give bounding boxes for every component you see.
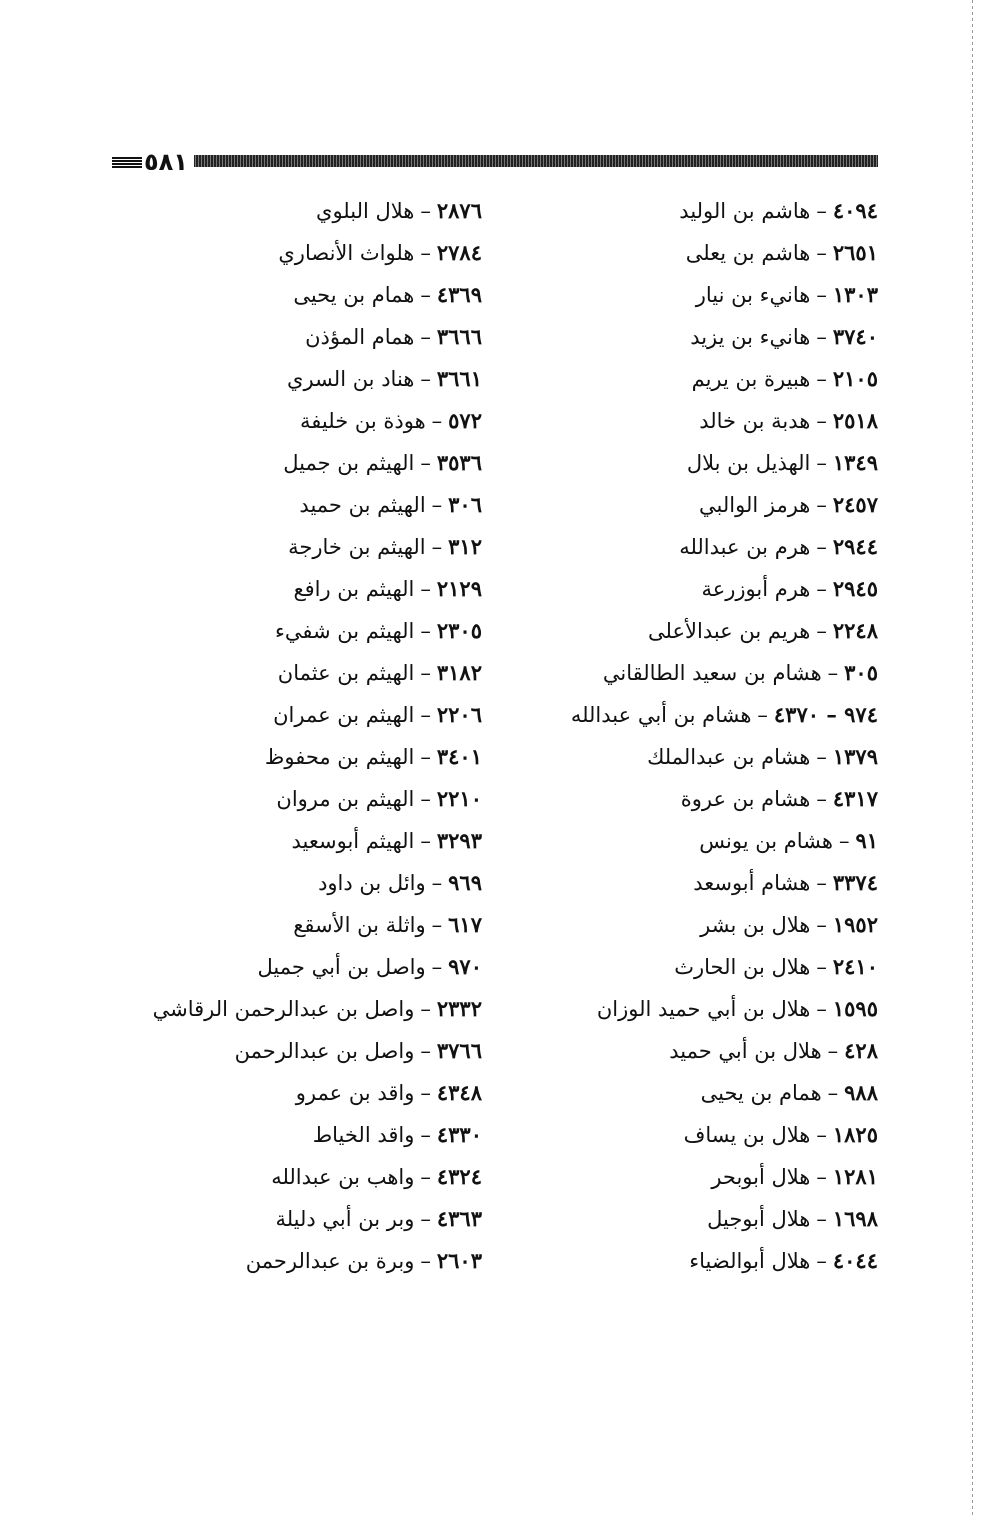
entry-name: واهب بن عبدالله [271, 1165, 415, 1189]
entry-name: هاشم بن يعلى [685, 241, 811, 265]
entry-dash: – [420, 577, 431, 601]
entry-number: ٤٢٨ [844, 1038, 878, 1063]
index-entry [142, 316, 482, 358]
page-edge-line [972, 0, 973, 1517]
index-entry [458, 988, 878, 1030]
entry-number: ٢٢١٠ [436, 786, 482, 811]
entry-dash: – [420, 451, 431, 475]
entry-dash: – [420, 199, 431, 223]
index-entry [142, 736, 482, 778]
entry-dash: – [420, 1081, 431, 1105]
entry-name: الهيثم أبوسعيد [291, 829, 415, 853]
entry-dash: – [816, 955, 827, 979]
entry-dash: – [420, 283, 431, 307]
index-entry [458, 442, 878, 484]
entry-dash: – [420, 997, 431, 1021]
entry-name: هوذة بن خليفة [300, 409, 426, 433]
entry-name: همام بن يحيى [293, 283, 415, 307]
entry-number: ٣٠٥ [844, 660, 878, 685]
entry-number: ٤٣٦٩ [436, 282, 482, 307]
entry-name: هلال البلوي [316, 199, 415, 223]
entry-name: همام المؤذن [305, 325, 415, 349]
page-header [112, 150, 878, 174]
entry-dash: – [816, 871, 827, 895]
entry-dash: – [431, 409, 443, 433]
index-entry [458, 652, 878, 694]
entry-number: ٢١٢٩ [436, 576, 482, 601]
entry-number: ٢٤٥٧ [832, 492, 878, 517]
entry-dash: – [816, 241, 827, 265]
index-entry [142, 568, 482, 610]
entry-number: ٥٧٢ [448, 408, 482, 433]
index-entry [458, 1240, 878, 1282]
entry-number: ٢٤١٠ [832, 954, 878, 979]
entry-name: هلواث الأنصاري [278, 241, 415, 265]
entry-name: هلال أبوالضياء [689, 1249, 811, 1273]
entry-name: واصل بن عبدالرحمن [234, 1039, 415, 1063]
entry-number: ٢٩٤٥ [832, 576, 878, 601]
entry-dash: – [420, 325, 431, 349]
entry-name: هشام بن سعيد الطالقاني [602, 661, 822, 685]
entry-dash: – [816, 577, 827, 601]
entry-name: هانيء بن يزيد [690, 325, 811, 349]
entry-number: ٣٢٩٣ [436, 828, 482, 853]
entry-name: الهيثم بن رافع [293, 577, 415, 601]
entry-name: هلال أبوجيل [707, 1207, 811, 1231]
entry-name: واصل بن أبي جميل [257, 955, 426, 979]
entry-dash: – [431, 913, 443, 937]
entry-name: هانيء بن نيار [695, 283, 811, 307]
header-ornament [112, 157, 142, 168]
entry-name: هلال بن يساف [683, 1123, 811, 1147]
page-number: ٥٨١ [144, 148, 188, 176]
entry-number: ٦١٧ [448, 912, 482, 937]
entry-name: هشام بن يونس [699, 829, 833, 853]
entry-name: وبرة بن عبدالرحمن [245, 1249, 415, 1273]
entry-dash: – [431, 535, 443, 559]
entry-dash: – [431, 493, 443, 517]
entry-name: هبيرة بن يريم [691, 367, 811, 391]
entry-number: ٢٣٠٥ [436, 618, 482, 643]
entry-number: ٤٣٣٠ [436, 1122, 482, 1147]
entry-number: ٣١٢ [448, 534, 482, 559]
entry-dash: – [431, 871, 443, 895]
entry-dash: – [827, 661, 839, 685]
entry-name: هلال أبوبحر [711, 1165, 811, 1189]
index-entry [142, 694, 482, 736]
index-entry [458, 946, 878, 988]
entry-number: ٩٧٠ [448, 954, 482, 979]
index-entry [142, 358, 482, 400]
entry-name: الهيثم بن جميل [283, 451, 415, 475]
entry-name: واقد الخياط [312, 1123, 415, 1147]
entry-dash: – [431, 955, 443, 979]
entry-number: ٤٠٩٤ [832, 198, 878, 223]
entry-number: ١٦٩٨ [832, 1206, 878, 1231]
index-entry [142, 526, 482, 568]
entry-number: ١٩٥٢ [832, 912, 878, 937]
entry-name: واصل بن عبدالرحمن الرقاشي [152, 997, 415, 1021]
entry-dash: – [420, 1207, 431, 1231]
entry-dash: – [420, 1123, 431, 1147]
entry-number: ٤٣٦٣ [436, 1206, 482, 1231]
index-entry [142, 1240, 482, 1282]
index-entry [142, 1156, 482, 1198]
entry-number: ١٣٤٩ [832, 450, 878, 475]
index-entry [458, 400, 878, 442]
entry-name: هرمز الوالبي [699, 493, 811, 517]
entry-name: الهيثم بن محفوظ [264, 745, 415, 769]
entry-dash: – [816, 913, 827, 937]
entry-number: ٣٤٠١ [436, 744, 482, 769]
entry-number: ٩٨٨ [844, 1080, 878, 1105]
entry-dash: – [816, 283, 827, 307]
entry-name: هلال بن بشر [700, 913, 811, 937]
entry-dash: – [816, 535, 827, 559]
entry-name: الهيثم بن خارجة [288, 535, 426, 559]
index-entry [142, 1030, 482, 1072]
entry-dash: – [816, 451, 827, 475]
index-entry [142, 400, 482, 442]
entry-dash: – [757, 703, 768, 727]
index-entry [458, 358, 878, 400]
index-entry [458, 1198, 878, 1240]
entry-name: هشام بن أبي عبدالله [570, 703, 752, 727]
entry-dash: – [816, 1165, 827, 1189]
entry-number: ٢٨٧٦ [436, 198, 482, 223]
entry-dash: – [420, 619, 431, 643]
entry-dash: – [827, 1039, 839, 1063]
index-entry [142, 232, 482, 274]
entry-number: ٢٦٥١ [832, 240, 878, 265]
entry-number: ٣٦٦١ [436, 366, 482, 391]
entry-number: ٣٦٦٦ [436, 324, 482, 349]
index-entry [458, 568, 878, 610]
index-entry [458, 862, 878, 904]
entry-number: ٢٢٠٦ [436, 702, 482, 727]
entry-number: ٤٣٢٤ [436, 1164, 482, 1189]
index-entry [142, 1114, 482, 1156]
entry-dash: – [420, 1039, 431, 1063]
entry-number: ١٥٩٥ [832, 996, 878, 1021]
entry-number: ٤٣١٧ [832, 786, 878, 811]
index-entry [142, 904, 482, 946]
index-entry [142, 1198, 482, 1240]
index-column-left [142, 190, 482, 1282]
entry-number: ٢٩٤٤ [832, 534, 878, 559]
entry-number: ٢٧٨٤ [436, 240, 482, 265]
entry-name: واقد بن عمرو [295, 1081, 415, 1105]
index-entry [142, 442, 482, 484]
entry-dash: – [420, 745, 431, 769]
entry-name: هلال بن أبي حميد [669, 1039, 822, 1063]
entry-name: هريم بن عبدالأعلى [648, 619, 811, 643]
index-entry [142, 484, 482, 526]
index-entry [142, 988, 482, 1030]
entry-number: ٣١٨٢ [436, 660, 482, 685]
index-entry [142, 946, 482, 988]
entry-name: واثلة بن الأسقع [293, 913, 426, 937]
entry-name: الهذيل بن بلال [686, 451, 811, 475]
entry-name: هدبة بن خالد [699, 409, 811, 433]
entry-dash: – [816, 367, 827, 391]
index-entry [458, 484, 878, 526]
index-entry [458, 232, 878, 274]
index-entry [458, 526, 878, 568]
header-rule [194, 155, 878, 167]
entry-name: هرم أبوزرعة [701, 577, 811, 601]
entry-name: الهيثم بن مروان [276, 787, 415, 811]
entry-number: ١٨٢٥ [832, 1122, 878, 1147]
entry-number: ٢١٠٥ [832, 366, 878, 391]
index-entry [142, 274, 482, 316]
index-entry [142, 1072, 482, 1114]
entry-number: ١٣٧٩ [832, 744, 878, 769]
index-entry [458, 274, 878, 316]
entry-number: ٣٠٦ [448, 492, 482, 517]
entry-number: ٩١ [855, 828, 878, 853]
entry-dash: – [420, 1165, 431, 1189]
index-entry [142, 190, 482, 232]
entry-number: ٣٥٣٦ [436, 450, 482, 475]
index-entry [458, 778, 878, 820]
entry-dash: – [816, 325, 827, 349]
entry-name: هشام بن عروة [680, 787, 811, 811]
entry-name: هلال بن الحارث [674, 955, 811, 979]
entry-dash: – [420, 787, 431, 811]
entry-dash: – [816, 1207, 827, 1231]
entry-dash: – [816, 745, 827, 769]
entry-dash: – [420, 241, 431, 265]
entry-dash: – [838, 829, 850, 853]
entry-number: ٩٦٩ [448, 870, 482, 895]
entry-dash: – [816, 199, 827, 223]
entry-dash: – [816, 493, 827, 517]
entry-name: هاشم بن الوليد [679, 199, 811, 223]
entry-number: ٢٢٤٨ [832, 618, 878, 643]
index-entry [458, 694, 878, 736]
entry-number: ٢٣٣٢ [436, 996, 482, 1021]
index-entry [142, 610, 482, 652]
entry-dash: – [420, 703, 431, 727]
entry-name: هشام بن عبدالملك [647, 745, 811, 769]
entry-number: ١٢٨١ [832, 1164, 878, 1189]
entry-dash: – [816, 619, 827, 643]
entry-name: الهيثم بن عثمان [277, 661, 415, 685]
entry-dash: – [827, 1081, 839, 1105]
entry-name: وائل بن داود [318, 871, 426, 895]
entry-number: ٣٣٧٤ [832, 870, 878, 895]
entry-name: هلال بن أبي حميد الوزان [596, 997, 811, 1021]
entry-dash: – [816, 997, 827, 1021]
entry-number: ١٣٠٣ [832, 282, 878, 307]
index-entry [458, 1156, 878, 1198]
entry-dash: – [420, 829, 431, 853]
index-entry [458, 316, 878, 358]
index-entry [458, 190, 878, 232]
entry-dash: – [816, 409, 827, 433]
index-entry [142, 778, 482, 820]
entry-dash: – [420, 367, 431, 391]
entry-number: ٩٧٤ – ٤٣٧٠ [773, 702, 878, 727]
entry-name: هناد بن السري [287, 367, 415, 391]
entry-dash: – [420, 1249, 431, 1273]
index-entry [458, 904, 878, 946]
entry-dash: – [816, 1123, 827, 1147]
entry-name: همام بن يحيى [700, 1081, 822, 1105]
entry-number: ٣٧٤٠ [832, 324, 878, 349]
entry-dash: – [420, 661, 431, 685]
index-entry [142, 820, 482, 862]
index-entry [142, 652, 482, 694]
entry-number: ٢٦٠٣ [436, 1248, 482, 1273]
entry-dash: – [816, 787, 827, 811]
index-entry [458, 736, 878, 778]
index-entry [458, 820, 878, 862]
entry-name: هرم بن عبدالله [679, 535, 811, 559]
entry-name: هشام أبوسعد [693, 871, 811, 895]
entry-number: ٣٧٦٦ [436, 1038, 482, 1063]
index-entry [458, 1030, 878, 1072]
entry-name: الهيثم بن عمران [273, 703, 415, 727]
entry-dash: – [816, 1249, 827, 1273]
index-entry [142, 862, 482, 904]
index-entry [458, 1114, 878, 1156]
entry-number: ٤٣٤٨ [436, 1080, 482, 1105]
entry-number: ٤٠٤٤ [832, 1248, 878, 1273]
entry-name: وبر بن أبي دليلة [275, 1207, 415, 1231]
index-column-right [458, 190, 878, 1282]
index-entry [458, 610, 878, 652]
index-entry [458, 1072, 878, 1114]
entry-name: الهيثم بن حميد [299, 493, 426, 517]
entry-name: الهيثم بن شفيء [275, 619, 415, 643]
entry-number: ٢٥١٨ [832, 408, 878, 433]
